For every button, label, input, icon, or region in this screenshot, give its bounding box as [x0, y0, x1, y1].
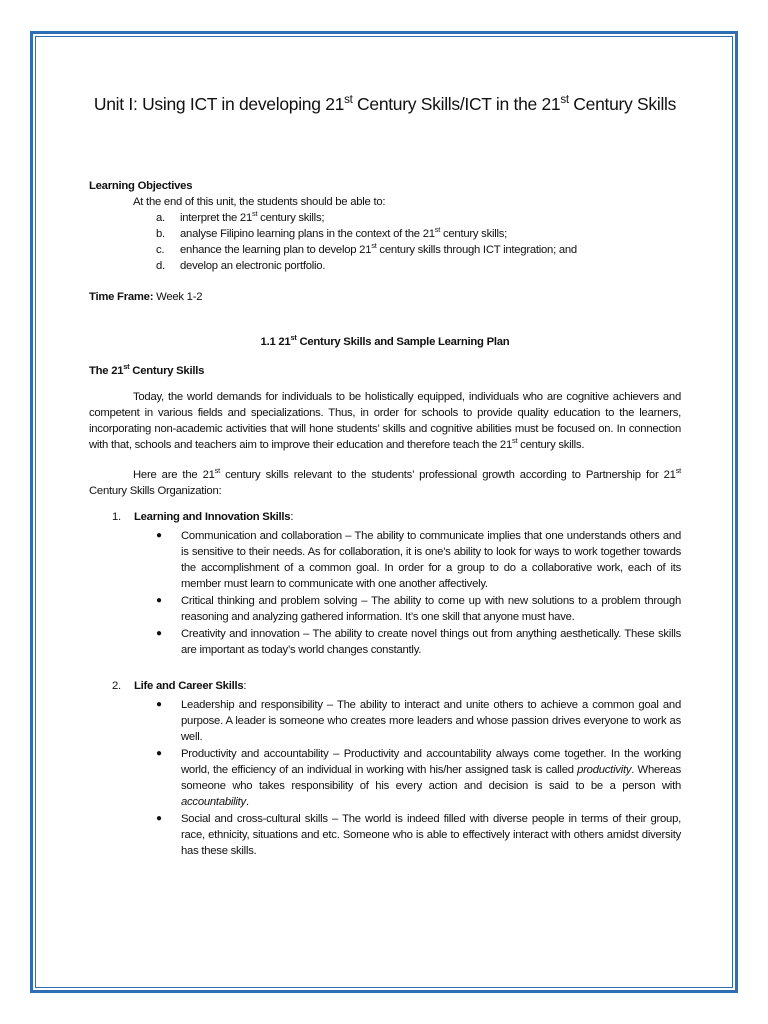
list-item: [89, 593, 681, 625]
bullet-icon: ●: [156, 699, 162, 710]
subsection-heading-sup: st: [123, 362, 130, 372]
objective-text-end: century skills;: [440, 228, 508, 240]
paragraph-sup: st: [511, 436, 518, 446]
list-item-text-end: .: [245, 796, 249, 808]
objective-item-b: [89, 226, 681, 242]
skill-group-marker: 1.: [112, 511, 121, 523]
list-item: [89, 626, 681, 658]
emphasis-accountability: accountability: [181, 796, 246, 808]
list-item: [89, 697, 681, 745]
list-item-text: Creativity and innovation – The ability to create novel things out from anything aesthetically. These skills are important as today’s world changes constantly.: [181, 628, 681, 656]
skill-group-heading-2: [89, 678, 681, 694]
objective-text: enhance the learning plan to develop 21: [180, 244, 372, 256]
title-sup-2: st: [560, 94, 569, 107]
skill-group-marker: 2.: [112, 680, 121, 692]
paragraph-text-mid: century skills relevant to the students’ professional growth according to Partnership for 21: [219, 469, 676, 481]
paragraph-text-end: Century Skills Organization:: [89, 485, 222, 497]
title-text-2: Century Skills/ICT in the 21: [352, 94, 561, 114]
list-item-text: Social and cross-cultural skills – The world is indeed filled with diverse people in terms of their group, race, ethnicity, situations and etc. Someone who is able to effectively interact with others amidst diversity has these skills.: [181, 813, 681, 857]
skill-group-title: Learning and Innovation Skills: [134, 511, 291, 523]
skills-intro-paragraph: [89, 467, 681, 499]
bullet-icon: ●: [156, 628, 162, 639]
intro-paragraph: [89, 389, 681, 453]
objective-text: analyse Filipino learning plans in the context of the 21: [180, 228, 435, 240]
skill-group-list-1: [89, 528, 681, 658]
objective-item-c: [89, 242, 681, 258]
list-item-text: Productivity and accountability – Productivity and accountability always come together. In the working world, the efficiency of an individual in working with his/her assigned task is called: [181, 748, 681, 776]
paragraph-text: Here are the 21: [133, 469, 215, 481]
time-frame-value: Week 1-2: [153, 291, 203, 303]
title-text-3: Century Skills: [568, 94, 677, 114]
skill-group-title: Life and Career Skills: [134, 680, 244, 692]
paragraph-text-end: century skills.: [517, 439, 585, 451]
objective-item-a: [89, 210, 681, 226]
subsection-heading-text: The 21: [89, 365, 124, 377]
time-frame: [89, 289, 681, 305]
document-content: [89, 93, 681, 860]
objective-text: develop an electronic portfolio.: [180, 260, 326, 272]
list-item-text: Communication and collaboration – The ability to communicate implies that one understands others and is sensitive to their needs. As for collaboration, it is one’s ability to look for ways to work together towards the accomplishment of a common goal. In order for a group to do a collaborative work, each of its member must learn to communicate with one another affectively.: [181, 530, 681, 590]
objective-sup: st: [434, 225, 441, 235]
bullet-icon: ●: [156, 748, 162, 759]
paragraph-sup-2: st: [675, 466, 681, 476]
objective-marker: d.: [156, 260, 165, 272]
title-text-1: Unit I: Using ICT in developing 21: [93, 94, 345, 114]
list-item-text: Critical thinking and problem solving – The ability to come up with new solutions to a problem through reasoning and analyzing gathered information. It’s one skill that anyone must have.: [181, 595, 681, 623]
section-heading-text-end: Century Skills and Sample Learning Plan: [296, 336, 510, 348]
objective-sup: st: [371, 241, 377, 251]
list-item-text: Leadership and responsibility – The ability to interact and unite others to achieve a common goal and purpose. A leader is someone who creates more leaders and whose passion drives everyone to work as well.: [181, 699, 681, 743]
objective-marker: a.: [156, 212, 165, 224]
objective-text-end: century skills;: [257, 212, 325, 224]
skill-group-list-2: [89, 697, 681, 859]
list-item-text-mid: . Whereas someone who takes responsibility of his every action and decision is said to be a person with: [181, 764, 681, 792]
list-item: [89, 746, 681, 810]
emphasis-productivity: productivity: [577, 764, 632, 776]
section-heading-sup: st: [290, 333, 297, 343]
bullet-icon: ●: [156, 595, 162, 606]
time-frame-label: Time Frame:: [89, 291, 154, 303]
unit-title: [89, 93, 681, 115]
section-heading-text: 1.1 21: [260, 336, 291, 348]
bullet-icon: ●: [156, 813, 162, 824]
list-item: [89, 528, 681, 592]
skill-group-colon: :: [243, 680, 247, 692]
learning-objectives-heading: Learning Objectives: [89, 180, 193, 192]
skill-group-colon: :: [290, 511, 294, 523]
bullet-icon: ●: [156, 530, 162, 541]
objective-text-end: century skills through ICT integration; and: [376, 244, 577, 256]
objective-text: interpret the 21: [180, 212, 252, 224]
title-sup-1: st: [344, 94, 353, 107]
objective-marker: c.: [156, 244, 165, 256]
learning-objectives-intro: At the end of this unit, the students should be able to:: [133, 196, 386, 208]
subsection-heading: [89, 363, 681, 379]
paragraph-text: Today, the world demands for individuals to be holistically equipped, individuals who are cognitive achievers and competent in various fields and specializations. Thus, in order for schools to provide quality education to the learners, incorporating non-academic activities that will hone students’ skills and cognitive abilities must be focused on. In connection with that, schools and teachers aim to improve their education and therefore teach the 21: [89, 391, 681, 451]
list-item: [89, 811, 681, 859]
section-heading: [89, 334, 681, 350]
objective-sup: st: [252, 209, 258, 219]
skill-group-heading-1: [89, 509, 681, 525]
objective-item-d: [89, 258, 681, 274]
subsection-heading-text-end: Century Skills: [129, 365, 205, 377]
paragraph-sup: st: [214, 466, 220, 476]
objective-marker: b.: [156, 228, 165, 240]
learning-objectives-list: [89, 210, 681, 274]
